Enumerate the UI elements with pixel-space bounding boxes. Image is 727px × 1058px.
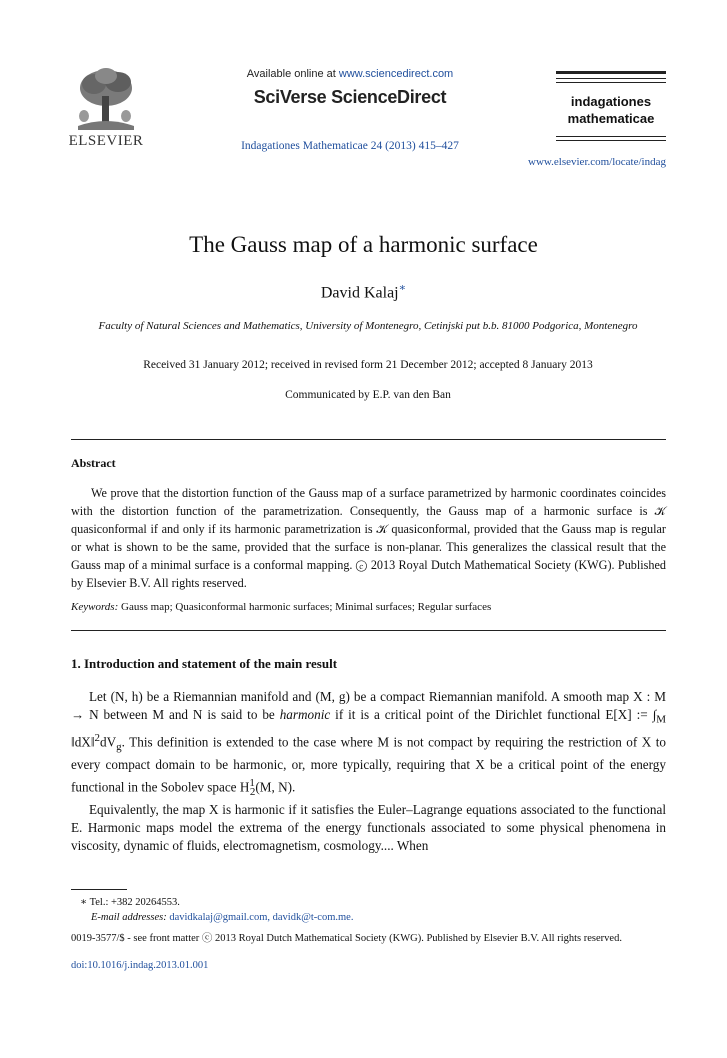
keywords-label: Keywords:	[71, 601, 119, 613]
doi-link[interactable]: doi:10.1016/j.indag.2013.01.001	[71, 960, 209, 971]
abstract-heading: Abstract	[71, 456, 116, 470]
p1-sup-2: 2	[94, 731, 101, 744]
p1-text-b: if it is a critical point of the Dirichlet functional E[X] := ∫	[330, 707, 657, 722]
abstract-bottom-rule	[71, 630, 666, 631]
p1-text-f: (M, N).	[255, 779, 296, 795]
abstract-text: We prove that the distortion function of the Gauss map of a surface parametrized by harmonic coordinates coincides with the distortion function of the parametrization. Consequently, the Gauss map of a harmonic surface is 𝒦 quasiconformal if and only if its harmonic parametrization is 𝒦 quasiconformal, provided that the Gauss map is regular or what is shown to be the same, provided that the surface is non-planar. This generalizes the classical result that the Gauss map of a minimal surface is a conformal mapping. ⓒ 2013 Royal Dutch Mathematical Society (KWG). Published by Elsevier B.V. All rights reserved.	[71, 486, 666, 590]
section-body	[71, 688, 666, 855]
p1-text-d: dV	[100, 734, 117, 750]
abstract-top-rule	[71, 439, 666, 440]
p1-text-c: ‖dX‖	[71, 734, 95, 750]
p1-sub-m: M	[656, 713, 666, 726]
journal-rule-thick	[556, 71, 666, 74]
p1-sub-g: g	[116, 740, 122, 753]
sciverse-logo-text: SciVerse ScienceDirect	[253, 87, 447, 107]
p1-harmonic: harmonic	[279, 707, 331, 722]
email-label: E-mail addresses:	[91, 912, 167, 923]
journal-rule-thin-2	[556, 82, 666, 83]
paragraph-1	[71, 688, 666, 801]
footnote-tel: ∗ Tel.: +382 20264553.	[80, 897, 180, 908]
keywords-list: Gauss map; Quasiconformal harmonic surfaces; Minimal surfaces; Regular surfaces	[121, 601, 492, 613]
author-footnote-mark[interactable]: ∗	[398, 282, 407, 294]
journal-url-link[interactable]: www.elsevier.com/locate/indag	[528, 156, 666, 168]
issn-line: 0019-3577/$ - see front matter ⓒ 2013 Royal Dutch Mathematical Society (KWG). Published by Elsevier B.V. All rights reserved.	[71, 933, 622, 944]
keywords	[71, 601, 666, 613]
communicated-by: Communicated by E.P. van den Ban	[285, 389, 451, 401]
article-title: The Gauss map of a harmonic surface	[189, 232, 538, 257]
journal-citation[interactable]: Indagationes Mathematicae 24 (2013) 415–427	[241, 140, 459, 152]
journal-name-line2: mathematicae	[567, 111, 655, 126]
p1-text-a: Let (N, h) be a Riemannian manifold and (M, g) be a compact Riemannian manifold. A smooth map X : M → N between M and N is said to be	[71, 689, 666, 722]
email-links[interactable]: davidkalaj@gmail.com, davidk@t-com.me.	[169, 912, 354, 923]
journal-rule-bottom-1	[556, 136, 666, 137]
journal-name-line1: indagationes	[570, 94, 652, 109]
journal-rule-thin-1	[556, 78, 666, 79]
p1-text-e: . This definition is extended to the case where M is not compact by requiring the restriction of X to every compact domain to be harmonic, or, more typically, requiring that X be a critical point of the energy functional in the Sobolev space H	[71, 734, 666, 795]
publisher-name: ELSEVIER	[68, 133, 144, 149]
p1-sub-2: 2	[249, 785, 256, 798]
footnote-rule	[71, 889, 127, 890]
p1-sup-1: 1	[249, 776, 255, 789]
journal-rule-bottom-2	[556, 140, 666, 141]
paragraph-2: Equivalently, the map X is harmonic if it satisfies the Euler–Lagrange equations associated to the functional E. Harmonic maps model the extrema of the energy functionals associated to some physical phenomena in viscosity, dynamic of fluids, electromagnetism, cosmology.... When	[71, 801, 666, 853]
affiliation: Faculty of Natural Sciences and Mathematics, University of Montenegro, Cetinjski put b.b. 81000 Podgorica, Montenegro	[98, 320, 638, 332]
section-heading: 1. Introduction and statement of the main result	[71, 656, 338, 671]
author-line	[0, 281, 727, 302]
received-dates: Received 31 January 2012; received in revised form 21 December 2012; accepted 8 January 2013	[143, 359, 593, 371]
author-name: David Kalaj	[320, 284, 399, 302]
footnote-email	[91, 911, 686, 925]
sciencedirect-link[interactable]: www.sciencedirect.com	[338, 68, 454, 80]
journal-name	[556, 93, 666, 127]
available-prefix: Available online at	[246, 68, 339, 80]
